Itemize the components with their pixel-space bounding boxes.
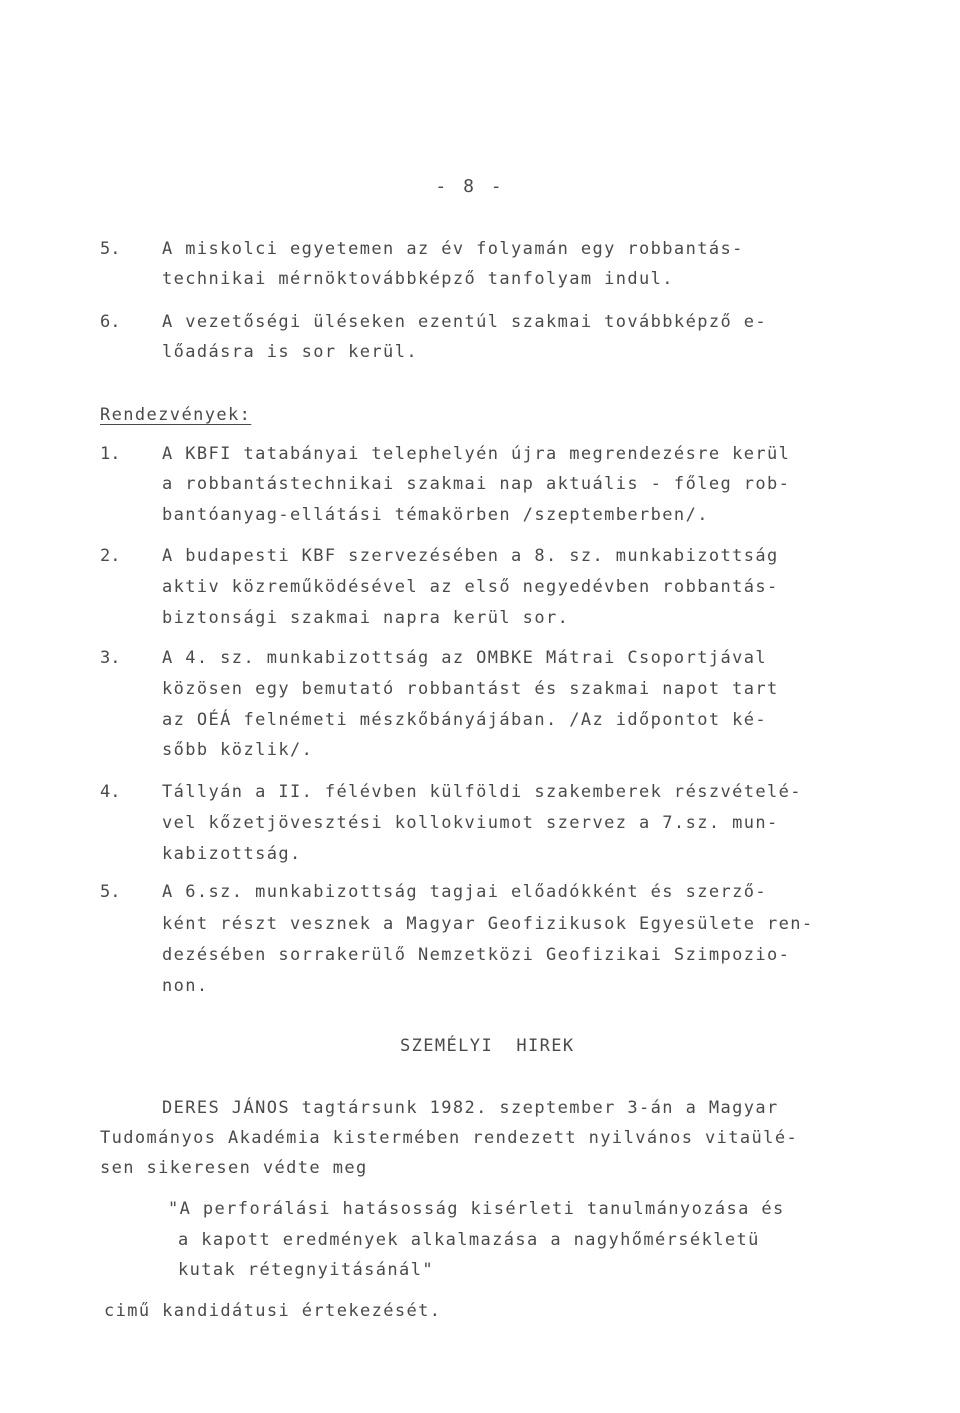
list-item-line: bantóanyag-ellátási témakörben /szeptemberben/. [162, 505, 709, 525]
section-heading-personal: SZEMÉLYI HIREK [400, 1036, 575, 1056]
list-item-line: kabizottság. [162, 844, 302, 864]
list-item-line: vel kőzetjövesztési kollokviumot szervez a 7.sz. mun- [162, 813, 779, 833]
list-item-number: 4. [100, 782, 121, 802]
paragraph-line: Tudományos Akadémia kistermében rendezett nyilvános vitaülé- [100, 1128, 799, 1148]
list-item-number: 2. [100, 546, 121, 566]
list-item-line: biztonsági szakmai napra kerül sor. [162, 608, 570, 628]
closing-line: cimű kandidátusi értekezését. [104, 1301, 442, 1321]
paragraph-line: sen sikeresen védte meg [100, 1158, 368, 1178]
list-item-line: technikai mérnöktovábbképző tanfolyam indul. [162, 269, 674, 289]
list-item-number: 6. [100, 312, 121, 332]
list-item-line: non. [162, 976, 209, 996]
list-item-line: a robbantástechnikai szakmai nap aktuális - főleg rob- [162, 474, 791, 494]
list-item-line: az OÉÁ felnémeti mészkőbányájában. /Az időpontot ké- [162, 710, 768, 730]
list-item-line: A budapesti KBF szervezésében a 8. sz. munkabizottság [162, 546, 779, 566]
list-item-line: A KBFI tatabányai telephelyén újra megrendezésre kerül [162, 444, 791, 464]
page-number: - 8 - [435, 176, 505, 197]
quote-line: a kapott eredmények alkalmazása a nagyhőmérsékletü [178, 1230, 760, 1250]
list-item-line: A 6.sz. munkabizottság tagjai előadókként és szerző- [162, 882, 768, 902]
list-item-line: lőadásra is sor kerül. [162, 342, 418, 362]
quote-line: kutak rétegnyitásánál" [178, 1260, 434, 1280]
list-item-line: aktiv közreműködésével az első negyedévben robbantás- [162, 577, 779, 597]
list-item-line: dezésében sorrakerülő Nemzetközi Geofizikai Szimpozio- [162, 945, 791, 965]
section-heading-events: Rendezvények: [100, 405, 252, 425]
paragraph-line: DERES JÁNOS tagtársunk 1982. szeptember 3-án a Magyar [162, 1098, 779, 1118]
list-item-line: A miskolci egyetemen az év folyamán egy robbantás- [162, 239, 744, 259]
list-item-line: sőbb közlik/. [162, 740, 314, 760]
list-item-line: ként részt vesznek a Magyar Geofizikusok Egyesülete ren- [162, 914, 814, 934]
list-item-number: 3. [100, 648, 121, 668]
quote-line: "A perforálási hatásosság kisérleti tanulmányozása és [168, 1199, 785, 1219]
list-item-line: Tállyán a II. félévben külföldi szakemberek részvételé- [162, 782, 802, 802]
list-item-number: 1. [100, 444, 121, 464]
list-item-line: közösen egy bemutató robbantást és szakmai napot tart [162, 679, 779, 699]
list-item-number: 5. [100, 239, 121, 259]
list-item-line: A 4. sz. munkabizottság az OMBKE Mátrai Csoportjával [162, 648, 768, 668]
list-item-line: A vezetőségi üléseken ezentúl szakmai továbbképző e- [162, 312, 768, 332]
list-item-number: 5. [100, 882, 121, 902]
